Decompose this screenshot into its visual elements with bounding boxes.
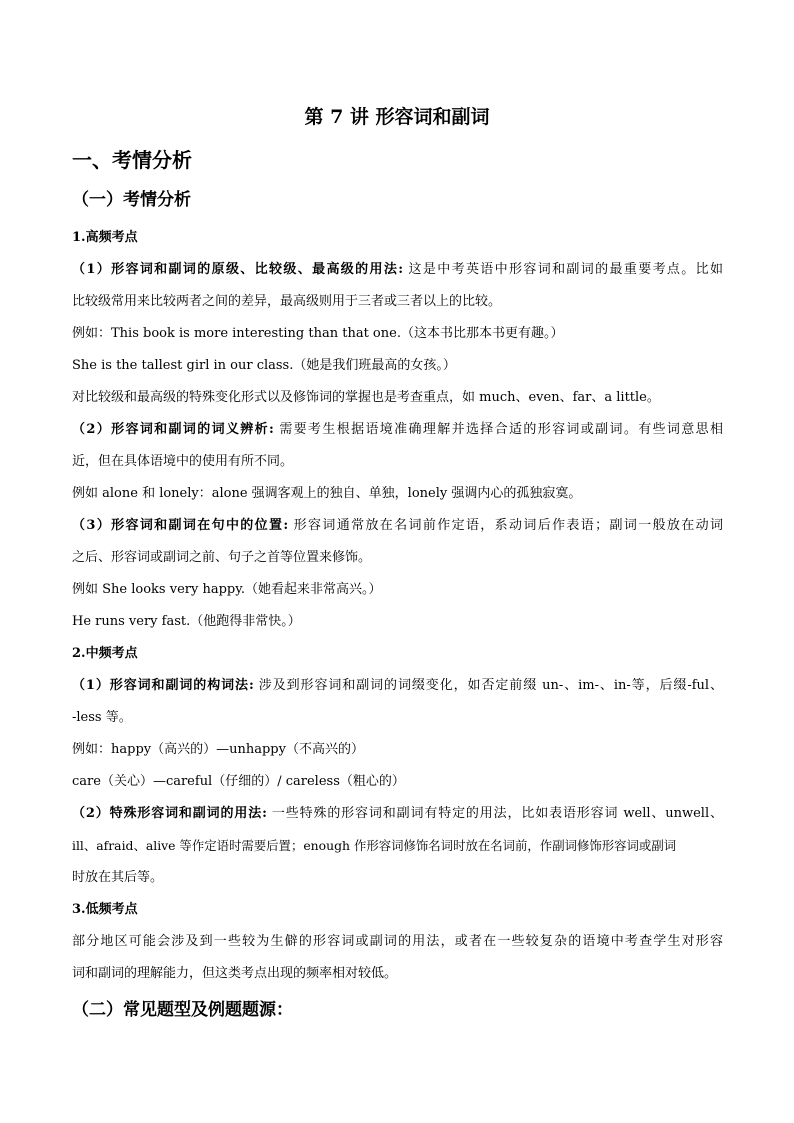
paragraph-line: -less 等。 — [72, 710, 132, 725]
low-frequency-heading: 3.低频考点 — [72, 902, 138, 917]
paragraph-line: 词和副词的理解能力，但这类考点出现的频率相对较低。 — [72, 966, 398, 981]
paragraph-line — [72, 805, 723, 823]
subsection-heading: （一）考情分析 — [72, 190, 191, 210]
mid-frequency-heading: 2.中频考点 — [72, 646, 138, 661]
paragraph-line: 对比较级和最高级的特殊变化形式以及修饰词的掌握也是考查重点，如 much、even、far、a little。 — [72, 390, 660, 405]
subsection-heading: （二）常见题型及例题题源： — [72, 1000, 293, 1020]
section-heading: 一、考情分析 — [72, 148, 192, 172]
point-text: 一些特殊的形容词和副词有特定的用法，比如表语形容词 well、unwell、 — [266, 806, 723, 821]
example-line: care（关心）—careful（仔细的）/ careless（粗心的） — [72, 774, 405, 789]
paragraph-line — [72, 677, 723, 695]
point-label: （1）形容词和副词的原级、比较级、最高级的用法: — [72, 262, 404, 277]
paragraph-line — [72, 421, 723, 439]
paragraph-line — [72, 517, 723, 535]
paragraph-line: 之后、形容词或副词之前、句子之首等位置来修饰。 — [72, 550, 372, 565]
point-text: 这是中考英语中形容词和副词的最重要考点。比如 — [403, 262, 723, 277]
point-label: （2）形容词和副词的词义辨析: — [72, 422, 274, 437]
point-label: （3）形容词和副词在句中的位置: — [72, 518, 289, 533]
point-text: 需要考生根据语境准确理解并选择合适的形容词或副词。有些词意思相 — [273, 422, 723, 437]
example-line: 例如 alone 和 lonely：alone 强调客观上的独自、单独，lonely 强调内心的孤独寂寞。 — [72, 486, 582, 501]
point-label: （2）特殊形容词和副词的用法: — [72, 806, 267, 821]
paragraph-line: 近，但在具体语境中的使用有所不同。 — [72, 454, 294, 469]
example-line: He runs very fast.（他跑得非常快。） — [72, 614, 301, 629]
example-line: She is the tallest girl in our class.（她是我们班最高的女孩。） — [72, 358, 456, 373]
example-line: 例如 She looks very happy.（她看起来非常高兴。） — [72, 582, 382, 597]
paragraph-line: 部分地区可能会涉及到一些较为生僻的形容词或副词的用法，或者在一些较复杂的语境中考查学生对形容 — [72, 934, 723, 949]
point-text: 涉及到形容词和副词的词缀变化，如否定前缀 un-、im-、in-等，后缀-ful、 — [253, 678, 723, 693]
point-text: 形容词通常放在名词前作定语，系动词后作表语；副词一般放在动词 — [288, 518, 723, 533]
page-title: 第 7 讲 形容词和副词 — [304, 106, 490, 128]
point-label: （1）形容词和副词的构词法: — [72, 678, 254, 693]
paragraph-line: 比较级常用来比较两者之间的差异，最高级则用于三者或三者以上的比较。 — [72, 294, 502, 309]
paragraph-line: 时放在其后等。 — [72, 870, 164, 885]
example-line: 例如：This book is more interesting than that one.（这本书比那本书更有趣。） — [72, 326, 564, 341]
paragraph-line — [72, 261, 723, 279]
high-frequency-heading: 1.高频考点 — [72, 230, 138, 245]
paragraph-line: ill、afraid、alive 等作定语时需要后置；enough 作形容词修饰名词时放在名词前，作副词修饰形容词或副词 — [72, 838, 677, 853]
example-line: 例如：happy（高兴的）—unhappy（不高兴的） — [72, 742, 364, 757]
